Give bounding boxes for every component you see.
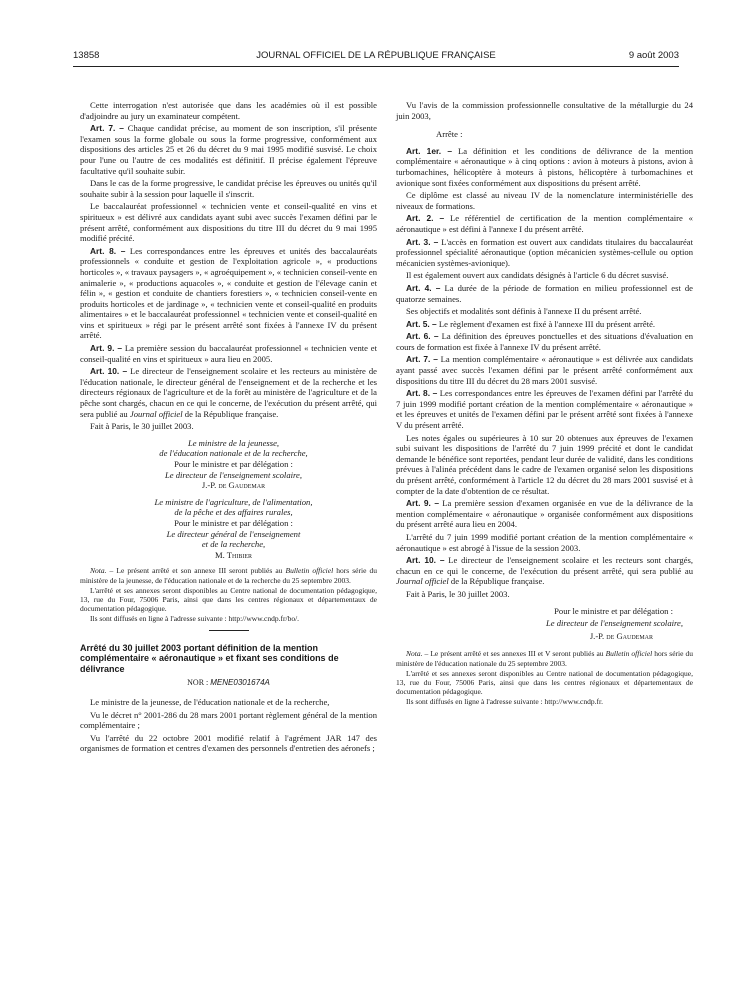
article-4 xyxy=(396,283,693,304)
nor-code: MENE0301674A xyxy=(210,678,270,688)
paragraph: Le baccalauréat professionnel « technicien vente et conseil-qualité en vins et spiritueux » est délivré aux candidats ayant subi avec succès l'examen défini par le présent arrêté, conformément aux dispositions du titre III du décret du 9 mai 1995 modifié précité. xyxy=(80,201,377,244)
journal-title: JOURNAL OFFICIEL DE LA RÉPUBLIQUE FRANÇAISE xyxy=(256,50,496,61)
nota: L'arrêté et ses annexes seront disponibles au Centre national de documentation pédagogique, 13, rue du Four, 75006 Paris, ainsi que dans les centres régionaux et départementaux de documentation pédagogique. xyxy=(80,585,377,614)
paragraph: Vu l'arrêté du 22 octobre 2001 modifié relatif à l'agrément JAR 147 des organismes de formation et centres d'examen des personnels d'entretien des aéronefs ; xyxy=(80,732,377,754)
nota-label: Nota. xyxy=(90,566,107,576)
nota: L'arrêté et ses annexes seront disponibles au Centre national de documentation pédagogique, 13, rue du Four, 75006 Paris, ainsi que dans les centres régionaux et départementaux de documentation pédagogique. xyxy=(396,668,693,697)
signatory-title: Le ministre de l'agriculture, de l'alimentation, xyxy=(154,496,313,507)
journal-ref: Journal officiel xyxy=(129,408,183,419)
decree-title: Arrêté du 30 juillet 2003 portant définition de la mention complémentaire « aéronautique » et fixant ses conditions de délivrance xyxy=(80,642,339,674)
article-10 xyxy=(80,366,377,419)
nota: Ils sont diffusés en ligne à l'adresse suivante : http://www.cndp.fr. xyxy=(406,697,603,707)
delegation-line: Pour le ministre et par délégation : xyxy=(554,605,673,616)
article-text: Les correspondances entre les épreuves et unités des baccalauréats professionnels « conduite et gestion de l'exploitation agricole », « productions horticoles », « travaux paysagers », « agroéquipement », « technicien conseil-vente en animalerie », « productions aquacoles », « conduite et gestion de l'élevage canin et félin », « gestion et conduite de chantiers forestiers », « technicien conseil-vente en produits horticoles et de jardinage », « technicien vente et conseil-qualité en produits alimentaires » et le baccalauréat professionnel « technicien vente et conseil-qualité en vins et spiritueux » régi par le présent arrêté sont fixées à l'annexe IV du présent arrêté. xyxy=(80,245,377,341)
article-text: La définition et les conditions de délivrance de la mention complémentaire « aéronautique » à cinq options : avion à moteurs à pistons, avion à turbomachines, hélicoptère à moteurs à pistons, hélicoptère à turbomachines et avionique sont fixées conformément aux dispositions du présent arrêté. xyxy=(396,145,693,188)
bulletin-ref: Bulletin officiel xyxy=(285,566,334,576)
article-label: Art. 8. – xyxy=(406,388,438,399)
article-1 xyxy=(396,146,693,188)
article-7 xyxy=(80,123,377,176)
article-label: Art. 9. – xyxy=(406,498,439,509)
article-label: Art. 9. – xyxy=(90,343,123,354)
article-text: Chaque candidat précise, au moment de son inscription, s'il présente l'examen sous la forme globale ou sous la forme progressive, conformément aux dispositions des articles 25 et 26 du décret du 9 mai 1995 modifié susvisé. Le choix pour l'une ou l'autre de ces modalités est définitif. Il précise également l'épreuve facultative qu'il souhaite subir. xyxy=(80,123,377,176)
article-label: Art. 5. – xyxy=(406,318,437,329)
article-label: Art. 10. – xyxy=(406,555,445,566)
paragraph: Vu l'avis de la commission professionnelle consultative de la métallurgie du 24 juin 2003, xyxy=(396,100,693,121)
article-text: La mention complémentaire « aéronautique » est délivrée aux candidats ayant passé avec succès l'examen défini par le présent arrêté conformément aux dispositions du titre III du décret du 28 mars 2001 susvisé. xyxy=(396,354,693,386)
article-7 xyxy=(396,354,693,386)
article-8 xyxy=(80,246,377,341)
paragraph: L'arrêté du 7 juin 1999 modifié portant création de la mention complémentaire « aéronautique » est abrogé à l'issue de la session 2003. xyxy=(396,531,693,553)
nota: Ils sont diffusés en ligne à l'adresse suivante : http://www.cndp.fr/bo/. xyxy=(90,614,300,624)
article-label: Art. 3. – xyxy=(406,236,439,247)
page-header xyxy=(73,50,679,64)
article-label: Art. 7. – xyxy=(90,123,124,134)
signatory-title: Le directeur de l'enseignement scolaire, xyxy=(546,618,683,629)
nota-label: Nota. xyxy=(406,649,423,659)
signatory-name: M. Thibier xyxy=(214,549,253,560)
journal-ref: Journal officiel xyxy=(396,576,449,587)
article-6 xyxy=(396,331,693,352)
paragraph: Les notes égales ou supérieures à 10 sur 20 obtenues aux épreuves de l'examen subi suivant les dispositions de l'arrêté du 7 juin 1999 précité et dont le candidat demande le bénéfice sont reportées, pendant leur durée de validité, dans les conditions prévues à l'alinéa précédent dans le cadre de l'examen organisé selon les dispositions du présent arrêté, conformément à l'article 12 du décret du 28 mars 2001 susvisé et à compter de la date d'obtention de ce résultat. xyxy=(396,432,693,496)
article-9 xyxy=(80,343,377,364)
nota xyxy=(80,566,377,584)
signatory-title: de la pêche et des affaires rurales, xyxy=(174,507,293,518)
signature-date: Fait à Paris, le 30 juillet 2003. xyxy=(90,421,194,432)
paragraph: Dans le cas de la forme progressive, le candidat précise les épreuves ou unités qu'il souhaite subir à la session pour laquelle il s'inscrit. xyxy=(80,178,377,199)
signatory-name: J.-P. de Gaudemar xyxy=(589,630,653,641)
article-label: Art. 10. – xyxy=(90,366,128,377)
delegation-line: Pour le ministre et par délégation : xyxy=(174,459,293,469)
signatory-title: Le ministre de la jeunesse, xyxy=(187,437,280,448)
article-text: Le règlement d'examen est fixé à l'annexe III du présent arrêté. xyxy=(436,318,656,329)
article-label: Art. 1er. – xyxy=(406,145,452,156)
nor-label: NOR : xyxy=(187,678,211,688)
signatory-name: J.-P. de Gaudemar xyxy=(201,480,266,491)
article-text: Le référentiel de certification de la mention complémentaire « aéronautique » est défini à l'annexe I du présent arrêté. xyxy=(396,213,693,234)
article-10 xyxy=(396,555,693,587)
article-text: Les correspondances entre les épreuves de l'examen défini par l'arrêté du 7 juin 1999 modifié portant création de la mention complémentaire « aéronautique » et les épreuves et unités de l'examen défini par le présent arrêté sont fixées à l'annexe V du présent arrêté. xyxy=(396,388,693,431)
paragraph: Il est également ouvert aux candidats désignés à l'article 6 du décret susvisé. xyxy=(406,270,669,281)
nota-text: hors série du ministère de l'éducation nationale du 25 septembre 2003. xyxy=(396,649,693,668)
article-text: La durée de la période de formation en milieu professionnel est de quatorze semaines. xyxy=(396,282,693,304)
paragraph: Le ministre de la jeunesse, de l'éducation nationale et de la recherche, xyxy=(90,696,330,707)
article-text: La première session du baccalauréat professionnel « technicien vente et conseil-qualité en vins et spiritueux » aura lieu en 2005. xyxy=(80,343,377,364)
nor-reference xyxy=(80,678,377,689)
signatory-title: Le directeur général de l'enseignement xyxy=(166,528,301,539)
article-label: Art. 7. – xyxy=(406,354,438,365)
article-2 xyxy=(396,213,693,234)
section-divider xyxy=(209,630,249,631)
signature-date: Fait à Paris, le 30 juillet 2003. xyxy=(406,588,510,599)
nota-text: hors série du ministère de la jeunesse, de l'éducation nationale et de la recherche du 25 septembre 2003. xyxy=(80,566,377,585)
signatory-title: et de la recherche, xyxy=(201,539,266,550)
article-text: L'accès en formation est ouvert aux candidats titulaires du baccalauréat professionnel spécialité aéronautique (option mécanicien systèmes-cellule ou option mécanicien systèmes-avionique). xyxy=(396,236,693,268)
article-9 xyxy=(396,498,693,530)
right-column xyxy=(396,100,693,708)
nota xyxy=(396,649,693,667)
nota-text: – Le présent arrêté et son annexe III seront publiés au xyxy=(106,566,286,576)
paragraph: Ses objectifs et modalités sont définis à l'annexe II du présent arrêté. xyxy=(406,306,642,317)
delegation-line: Pour le ministre et par délégation : xyxy=(174,517,293,528)
article-text: de la République française. xyxy=(182,408,279,419)
signatory-title: Le directeur de l'enseignement scolaire, xyxy=(165,469,302,480)
article-text: La définition des épreuves ponctuelles et des situations d'évaluation en cours de formation est fixée à l'annexe IV du présent arrêté. xyxy=(396,331,693,352)
nota-text: – Le présent arrêté et ses annexes III et V seront publiés au xyxy=(422,649,606,659)
article-text: Le directeur de l'enseignement scolaire et les recteurs sont chargés, chacun en ce qui le concerne, de l'exécution du présent arrêté, qui sera publié au xyxy=(396,555,693,576)
article-label: Art. 8. – xyxy=(90,245,126,256)
issue-date: 9 août 2003 xyxy=(628,50,679,61)
article-text: La première session d'examen organisée en vue de la délivrance de la mention complémentaire « aéronautique » organisée conformément aux dispositions du présent arrêté aura lieu en 2004. xyxy=(396,498,693,530)
signatory-title: de l'éducation nationale et de la recherche, xyxy=(159,448,308,459)
header-rule xyxy=(73,66,679,67)
article-5 xyxy=(396,319,693,330)
paragraph: Ce diplôme est classé au niveau IV de la nomenclature interministérielle des niveaux de formations. xyxy=(396,190,693,211)
article-8 xyxy=(396,388,693,430)
paragraph: Vu le décret n° 2001-286 du 28 mars 2001 portant règlement général de la mention complémentaire ; xyxy=(80,709,377,731)
article-text: de la République française. xyxy=(448,576,545,587)
article-label: Art. 6. – xyxy=(406,331,439,342)
article-3 xyxy=(396,237,693,269)
article-label: Art. 4. – xyxy=(406,282,441,293)
article-text: Le directeur de l'enseignement scolaire et les recteurs au ministère de l'éducation nationale, le directeur général de l'enseignement et de la recherche et les directeurs régionaux de l'agriculture et de la forêt au ministère de l'agriculture et de la pêche sont chargés, chacun en ce qui le concerne, de l'exécution du présent arrêté, qui sera publié au xyxy=(80,366,377,419)
article-label: Art. 2. – xyxy=(406,213,445,224)
bulletin-ref: Bulletin officiel xyxy=(605,649,653,659)
paragraph: Cette interrogation n'est autorisée que dans les académies où il est possible d'adjoindre au jury un examinateur compétent. xyxy=(80,100,377,121)
page-number: 13858 xyxy=(73,50,100,61)
left-column xyxy=(80,100,377,756)
arrete-heading: Arrête : xyxy=(436,129,463,140)
